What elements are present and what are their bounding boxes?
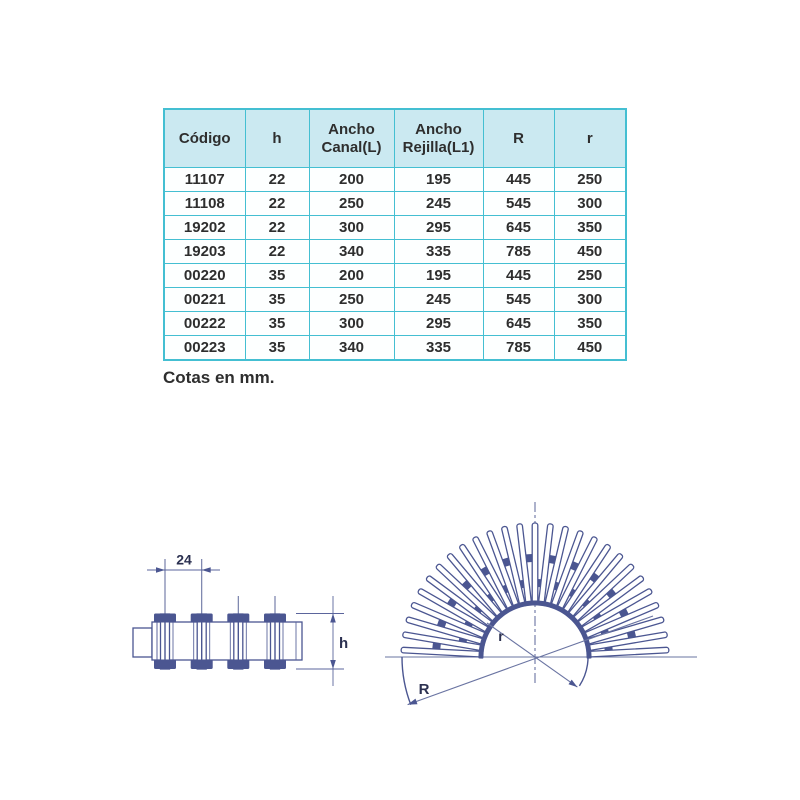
units-caption: Cotas en mm. <box>163 368 275 387</box>
col-header-r: r <box>554 109 626 168</box>
cell-h: 35 <box>245 336 309 361</box>
cell-h: 22 <box>245 216 309 240</box>
cell-ancho-rejilla: 335 <box>394 336 483 361</box>
cell-h: 35 <box>245 312 309 336</box>
col-header-ancho-canal: Ancho Canal(L) <box>309 109 394 168</box>
cell-r: 250 <box>554 168 626 192</box>
end-tab <box>133 628 152 657</box>
cell-ancho-rejilla: 295 <box>394 216 483 240</box>
dim-arrow-left <box>156 567 165 573</box>
cell-r: 300 <box>554 192 626 216</box>
col-header-R: R <box>483 109 554 168</box>
cell-ancho-rejilla: 335 <box>394 240 483 264</box>
inner-radius-dimension <box>487 623 577 687</box>
cell-R: 445 <box>483 168 554 192</box>
cell-R: 645 <box>483 216 554 240</box>
table-row <box>164 192 626 216</box>
spec-table-body <box>164 168 626 361</box>
cell-ancho-canal: 340 <box>309 240 394 264</box>
dim-arrow-up <box>330 614 336 623</box>
bobbin <box>191 614 213 670</box>
cell-ancho-rejilla: 245 <box>394 192 483 216</box>
cell-r: 250 <box>554 264 626 288</box>
table-row <box>164 168 626 192</box>
cell-codigo: 19202 <box>164 216 245 240</box>
table-row <box>164 240 626 264</box>
col-header-codigo: Código <box>164 109 245 168</box>
bobbin <box>154 614 176 670</box>
pitch-dimension <box>147 552 220 573</box>
cell-ancho-canal: 300 <box>309 312 394 336</box>
cell-ancho-rejilla: 195 <box>394 168 483 192</box>
radius-R-label: R <box>418 681 430 698</box>
dim-arrow-down <box>330 660 336 669</box>
cell-h: 22 <box>245 168 309 192</box>
cell-r: 450 <box>554 240 626 264</box>
cell-h: 35 <box>245 288 309 312</box>
cell-ancho-canal: 300 <box>309 216 394 240</box>
cell-r: 350 <box>554 312 626 336</box>
cell-ancho-rejilla: 295 <box>394 312 483 336</box>
fan-drawing <box>378 498 703 720</box>
table-row <box>164 216 626 240</box>
bobbin <box>264 614 286 670</box>
table-row <box>164 336 626 361</box>
cell-r: 450 <box>554 336 626 361</box>
outer-arc-extension <box>402 657 411 705</box>
cell-h: 35 <box>245 264 309 288</box>
cell-codigo: 00222 <box>164 312 245 336</box>
height-dimension <box>296 596 348 686</box>
col-header-h: h <box>245 109 309 168</box>
table-row <box>164 312 626 336</box>
header-row <box>164 109 626 168</box>
cell-R: 785 <box>483 336 554 361</box>
profile-centerlines <box>165 559 275 616</box>
dim-h-label: h <box>339 635 349 652</box>
table-row <box>164 288 626 312</box>
cell-R: 645 <box>483 312 554 336</box>
cell-codigo: 11108 <box>164 192 245 216</box>
cell-codigo: 00220 <box>164 264 245 288</box>
cell-R: 545 <box>483 192 554 216</box>
cell-codigo: 19203 <box>164 240 245 264</box>
spec-table <box>163 108 627 361</box>
cell-h: 22 <box>245 192 309 216</box>
table-row <box>164 264 626 288</box>
cell-ancho-canal: 250 <box>309 288 394 312</box>
dim-24-label: 24 <box>176 551 192 568</box>
cell-ancho-canal: 250 <box>309 192 394 216</box>
cell-R: 545 <box>483 288 554 312</box>
cell-codigo: 11107 <box>164 168 245 192</box>
cell-ancho-rejilla: 245 <box>394 288 483 312</box>
dim-arrow-right <box>202 567 211 573</box>
cell-codigo: 00223 <box>164 336 245 361</box>
cell-R: 445 <box>483 264 554 288</box>
bobbin <box>227 614 249 670</box>
cell-ancho-canal: 200 <box>309 168 394 192</box>
cell-codigo: 00221 <box>164 288 245 312</box>
cell-ancho-canal: 200 <box>309 264 394 288</box>
spec-table-header <box>164 109 626 168</box>
col-header-ancho-rejilla: Ancho Rejilla(L1) <box>394 109 483 168</box>
r-arrow <box>569 680 578 688</box>
cell-ancho-canal: 340 <box>309 336 394 361</box>
radius-r-label: r <box>498 628 504 644</box>
profile-drawing <box>120 535 355 700</box>
cell-h: 22 <box>245 240 309 264</box>
cell-r: 350 <box>554 216 626 240</box>
cell-R: 785 <box>483 240 554 264</box>
cell-r: 300 <box>554 288 626 312</box>
cell-ancho-rejilla: 195 <box>394 264 483 288</box>
